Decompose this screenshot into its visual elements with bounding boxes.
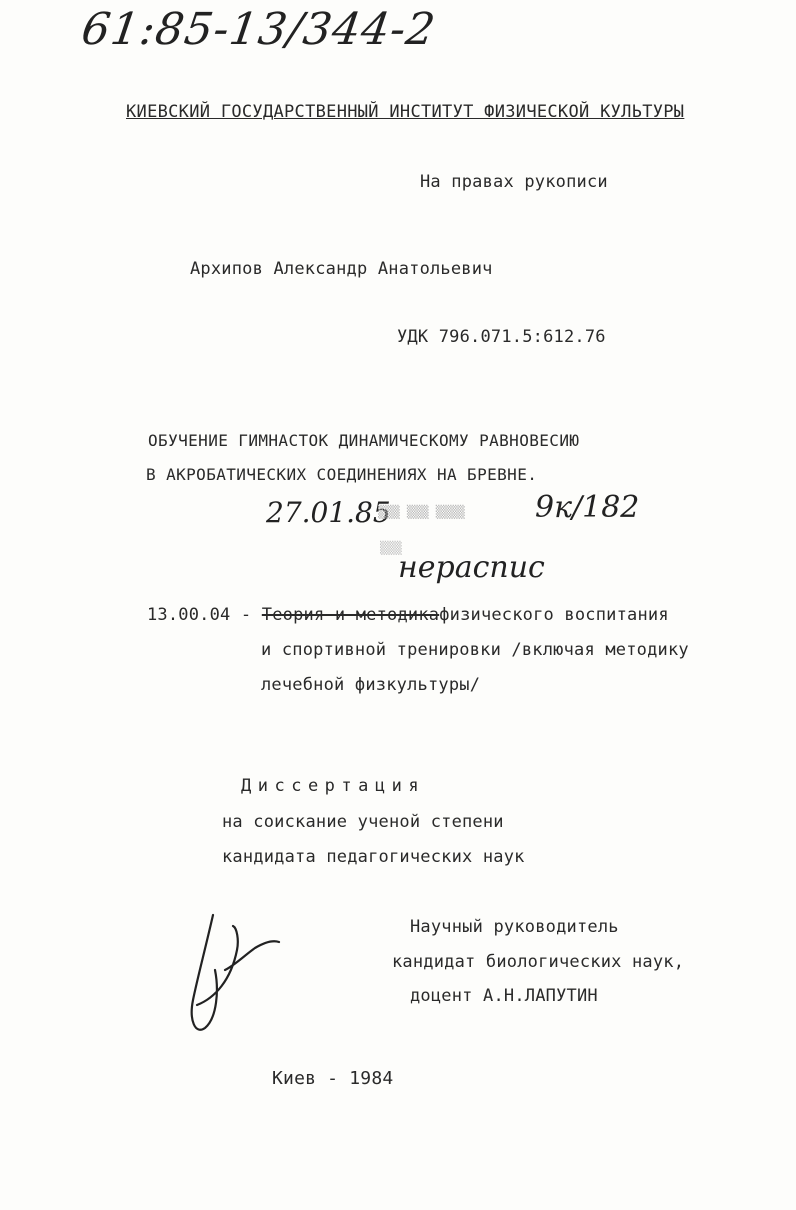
specialty-struck-text: Теория и методика: [261, 605, 440, 625]
dissertation-line-2: на соискание ученой степени: [222, 812, 504, 832]
faint-stamp-mark: ▒▒▒ ▒▒▒ ▒▒▒▒: [378, 505, 465, 519]
supervisor-name: доцент А.Н.ЛАПУТИН: [410, 986, 598, 1006]
manuscript-rights-note: На правах рукописи: [420, 172, 608, 192]
author-name: Архипов Александр Анатольевич: [190, 259, 493, 279]
institute-name: КИЕВСКИЙ ГОСУДАРСТВЕННЫЙ ИНСТИТУТ ФИЗИЧЕСКОЙ КУЛЬТУРЫ: [126, 102, 685, 122]
handwritten-date: 27.01.85: [266, 496, 391, 529]
thesis-title-line-2: В АКРОБАТИЧЕСКИХ СОЕДИНЕНИЯХ НА БРЕВНЕ.: [146, 465, 538, 484]
udk-code: УДК 796.071.5:612.76: [397, 327, 606, 347]
specialty-line-2: и спортивной тренировки /включая методику: [261, 640, 689, 660]
specialty-line-1-rest: физического воспитания: [439, 605, 669, 625]
specialty-line-3: лечебной физкультуры/: [261, 675, 481, 695]
supervisor-degree: кандидат биологических наук,: [392, 952, 685, 972]
handwritten-archive-number: 61:85-13/344-2: [78, 4, 439, 55]
handwritten-word: нераспис: [398, 550, 545, 585]
dissertation-line-3: кандидата педагогических наук: [222, 847, 525, 867]
faint-stamp-mark-2: ▒▒▒: [380, 541, 402, 555]
specialty-line-1: [147, 605, 669, 625]
thesis-title-line-1: ОБУЧЕНИЕ ГИМНАСТОК ДИНАМИЧЕСКОМУ РАВНОВЕСИЮ: [148, 431, 580, 450]
specialty-code: 13.00.04 -: [147, 605, 252, 625]
handwritten-code: 9к/182: [535, 490, 640, 525]
city-year: Киев - 1984: [272, 1068, 394, 1089]
dissertation-heading: Диссертация: [241, 776, 426, 796]
supervisor-label: Научный руководитель: [410, 917, 619, 937]
handwritten-signature: [175, 910, 285, 1040]
